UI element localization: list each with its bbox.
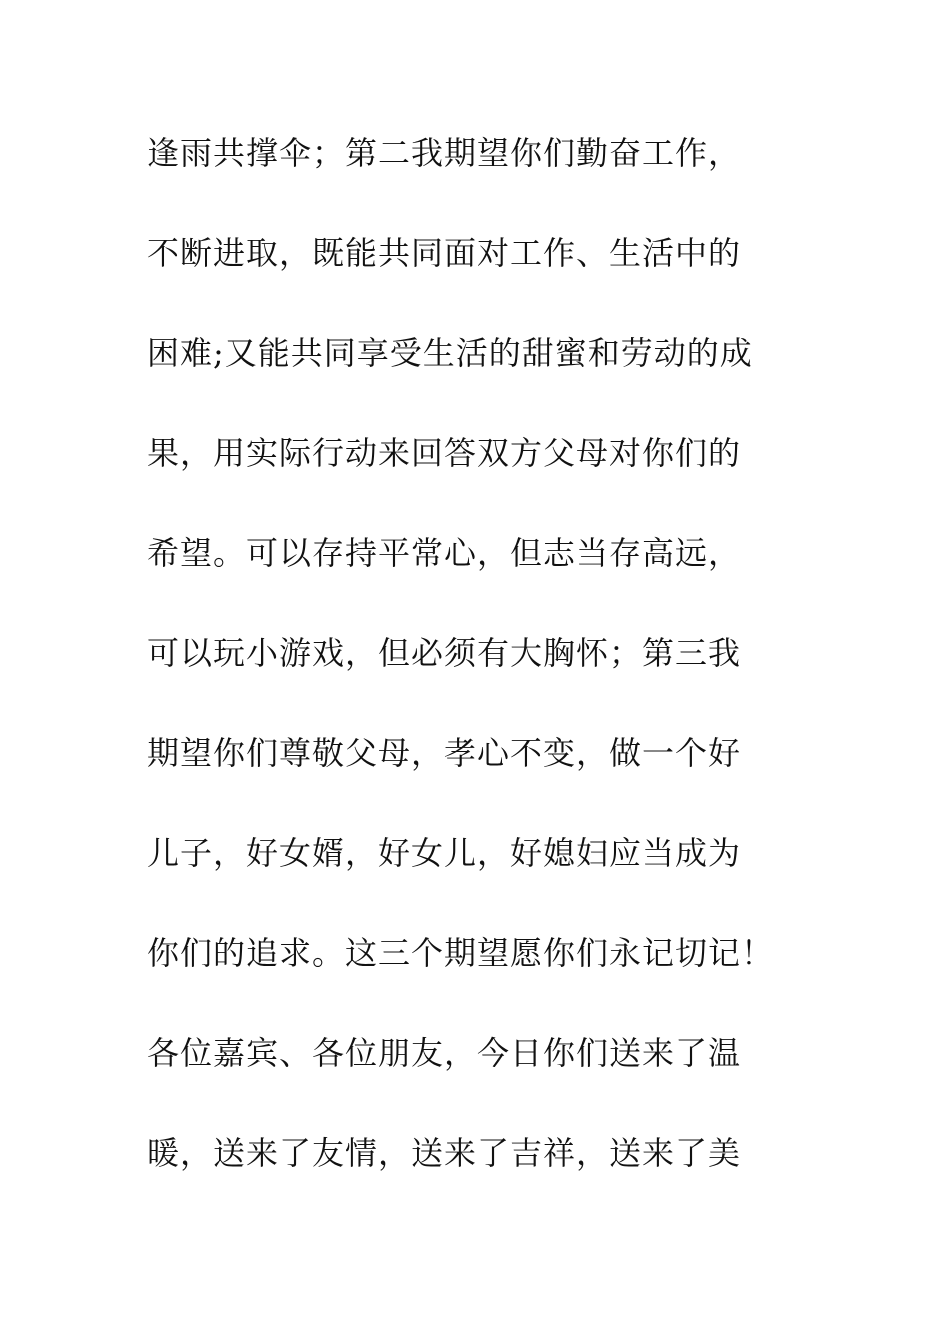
text-line: 希望。可以存持平常心，但志当存高远， (147, 534, 742, 572)
text-line: 儿子，好女婿，好女儿，好媳妇应当成为 (147, 834, 742, 872)
text-line: 各位嘉宾、各位朋友，今日你们送来了温 (147, 1034, 742, 1072)
text-line: 暖，送来了友情，送来了吉祥，送来了美 (147, 1134, 742, 1172)
text-line: 可以玩小游戏，但必须有大胸怀；第三我 (147, 634, 742, 672)
body-text (147, 127, 847, 1227)
text-line: 你们的追求。这三个期望愿你们永记切记！ (147, 934, 775, 972)
text-line: 不断进取，既能共同面对工作、生活中的 (147, 234, 742, 272)
text-line: 困难;又能共同享受生活的甜蜜和劳动的成 (147, 334, 753, 372)
text-line: 果，用实际行动来回答双方父母对你们的 (147, 434, 742, 472)
text-line: 逢雨共撑伞；第二我期望你们勤奋工作， (147, 134, 742, 172)
text-line: 期望你们尊敬父母，孝心不变，做一个好 (147, 734, 742, 772)
